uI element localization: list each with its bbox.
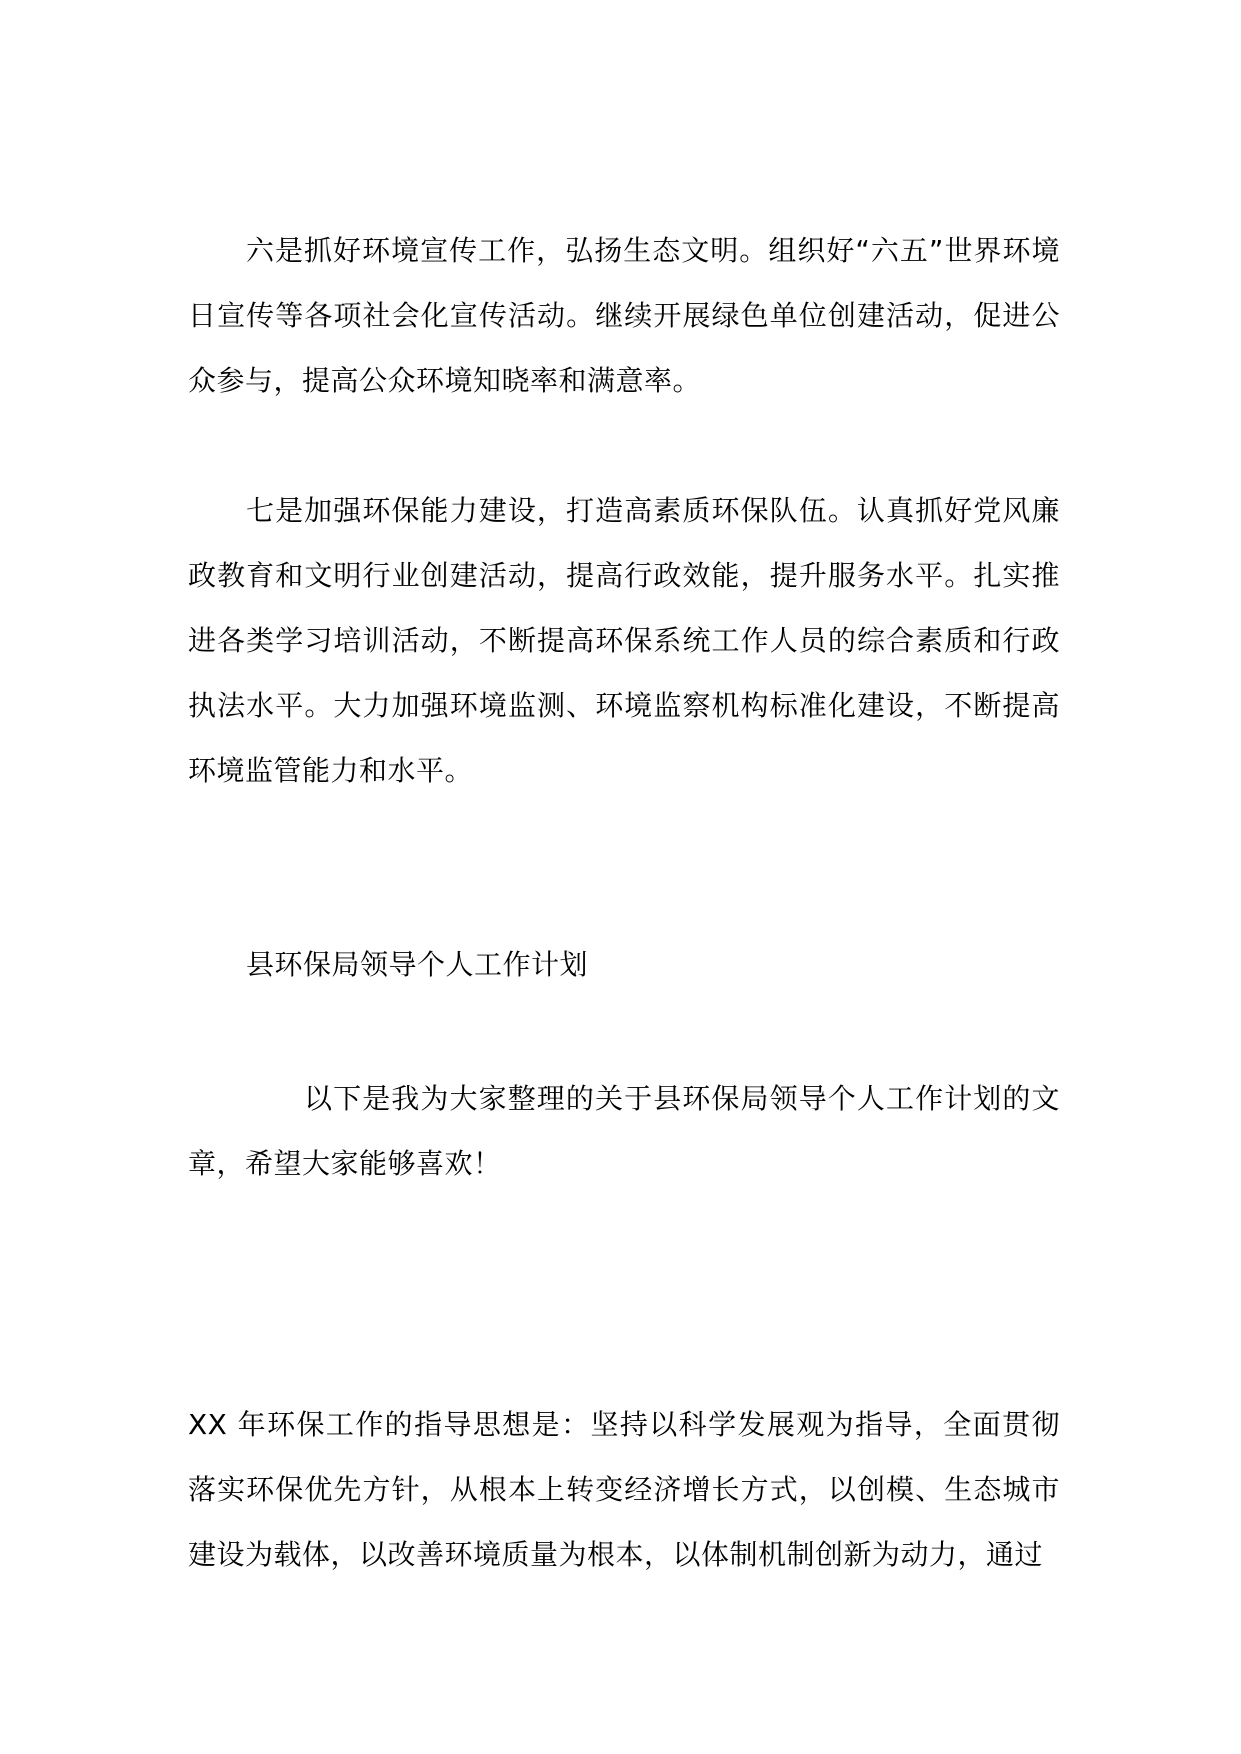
- paragraph-publicity: 六是抓好环境宣传工作，弘扬生态文明。组织好“六五”世界环境日宣传等各项社会化宣传活动。继续开展绿色单位创建活动，促进公众参与，提高公众环境知晓率和满意率。: [188, 234, 1060, 397]
- section-title: 县环保局领导个人工作计划: [246, 948, 589, 981]
- paragraph-capacity-building: 七是加强环保能力建设，打造高素质环保队伍。认真抓好党风廉政教育和文明行业创建活动，提高行政效能，提升服务水平。扎实推进各类学习培训活动，不断提高环保系统工作人员的综合素质和行政执法水平。大力加强环境监测、环境监察机构标准化建设，不断提高环境监管能力和水平。: [188, 494, 1060, 787]
- intro-paragraph: 以下是我为大家整理的关于县环保局领导个人工作计划的文章，希望大家能够喜欢！: [188, 1082, 1060, 1180]
- guiding-thought-paragraph: XX 年环保工作的指导思想是：坚持以科学发展观为指导，全面贯彻落实环保优先方针，从根本上转变经济增长方式，以创模、生态城市建设为载体，以改善环境质量为根本，以体制机制创新为动力，通过: [188, 1408, 1060, 1571]
